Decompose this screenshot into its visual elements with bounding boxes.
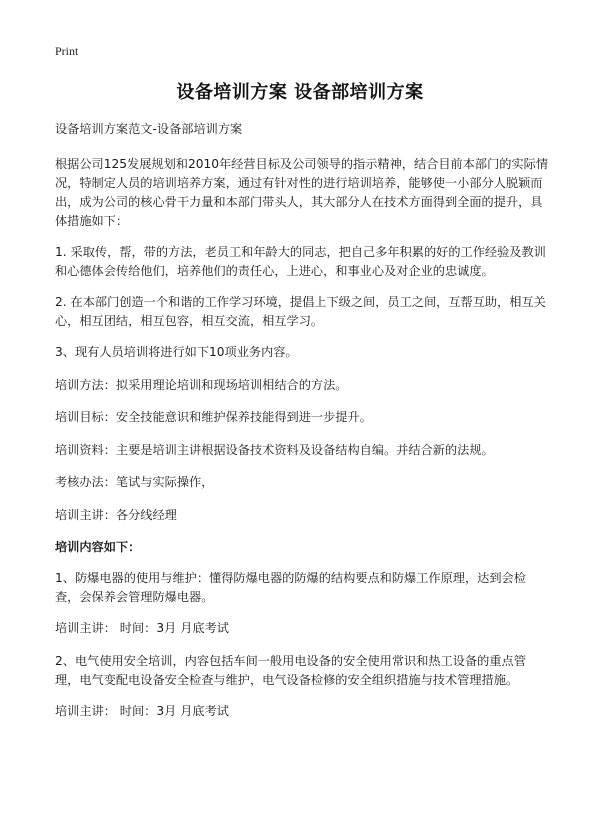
content-item-2: 2、电气使用安全培训，内容包括车间一般用电设备的安全使用常识和热工设备的重点管理，电气变配电设备安全检查与维护，电气设备检修的安全组织措施与技术管理措施。	[55, 653, 526, 687]
training-method: 培训方法：拟采用理论培训和现场培训相结合的方法。	[55, 377, 348, 392]
content-item-1-schedule: 培训主讲： 时间：3月 月底考试	[55, 621, 229, 635]
measure-2-paragraph: 2. 在本部门创造一个和谐的工作学习环境，提倡上下级之间，员工之间，互帮互助，相互关心，相互团结，相互包容，相互交流，相互学习。	[55, 295, 546, 328]
measure-1-paragraph: 1. 采取传，帮，带的方法，老员工和年龄大的同志，把自己多年积累的好的工作经验及教训和心德体会传给他们，培养他们的责任心，上进心，和事业心及对企业的忠诚度。	[55, 245, 546, 278]
print-label: Print	[55, 44, 79, 58]
training-materials: 培训资料：主要是培训主讲根据设备技术资料及设备结构自编。并结合新的法规。	[55, 442, 494, 457]
document-subtitle: 设备培训方案范文-设备部培训方案	[55, 122, 243, 136]
assessment-method: 考核办法：笔试与实际操作，	[55, 475, 214, 489]
intro-paragraph: 根据公司125发展规划和2010年经营目标及公司领导的指示精神，结合目前本部门的实际情况，特制定人员的培训培养方案，通过有针对性的进行培训培养，能够使一小部分人脱颖而出，成为公司的核心骨干力量和本部门带头人，其大部分人在技术方面得到全面的提升，具体措施如下：	[55, 157, 549, 228]
measure-3-paragraph: 3、现有人员培训将进行如下10项业务内容。	[55, 345, 298, 359]
training-goal: 培训目标：安全技能意识和维护保养技能得到进一步提升。	[55, 410, 372, 424]
content-item-1: 1、防爆电器的使用与维护：懂得防爆电器的防爆的结构要点和防爆工作原理，达到会检查，会保养会管理防爆电器。	[55, 571, 526, 604]
document-body	[55, 120, 550, 734]
content-item-2-schedule: 培训主讲： 时间：3月 月底考试	[55, 703, 229, 718]
training-content-heading: 培训内容如下：	[55, 540, 141, 554]
training-lecturer: 培训主讲：各分线经理	[55, 507, 177, 522]
page-title: 设备培训方案 设备部培训方案	[176, 82, 424, 103]
